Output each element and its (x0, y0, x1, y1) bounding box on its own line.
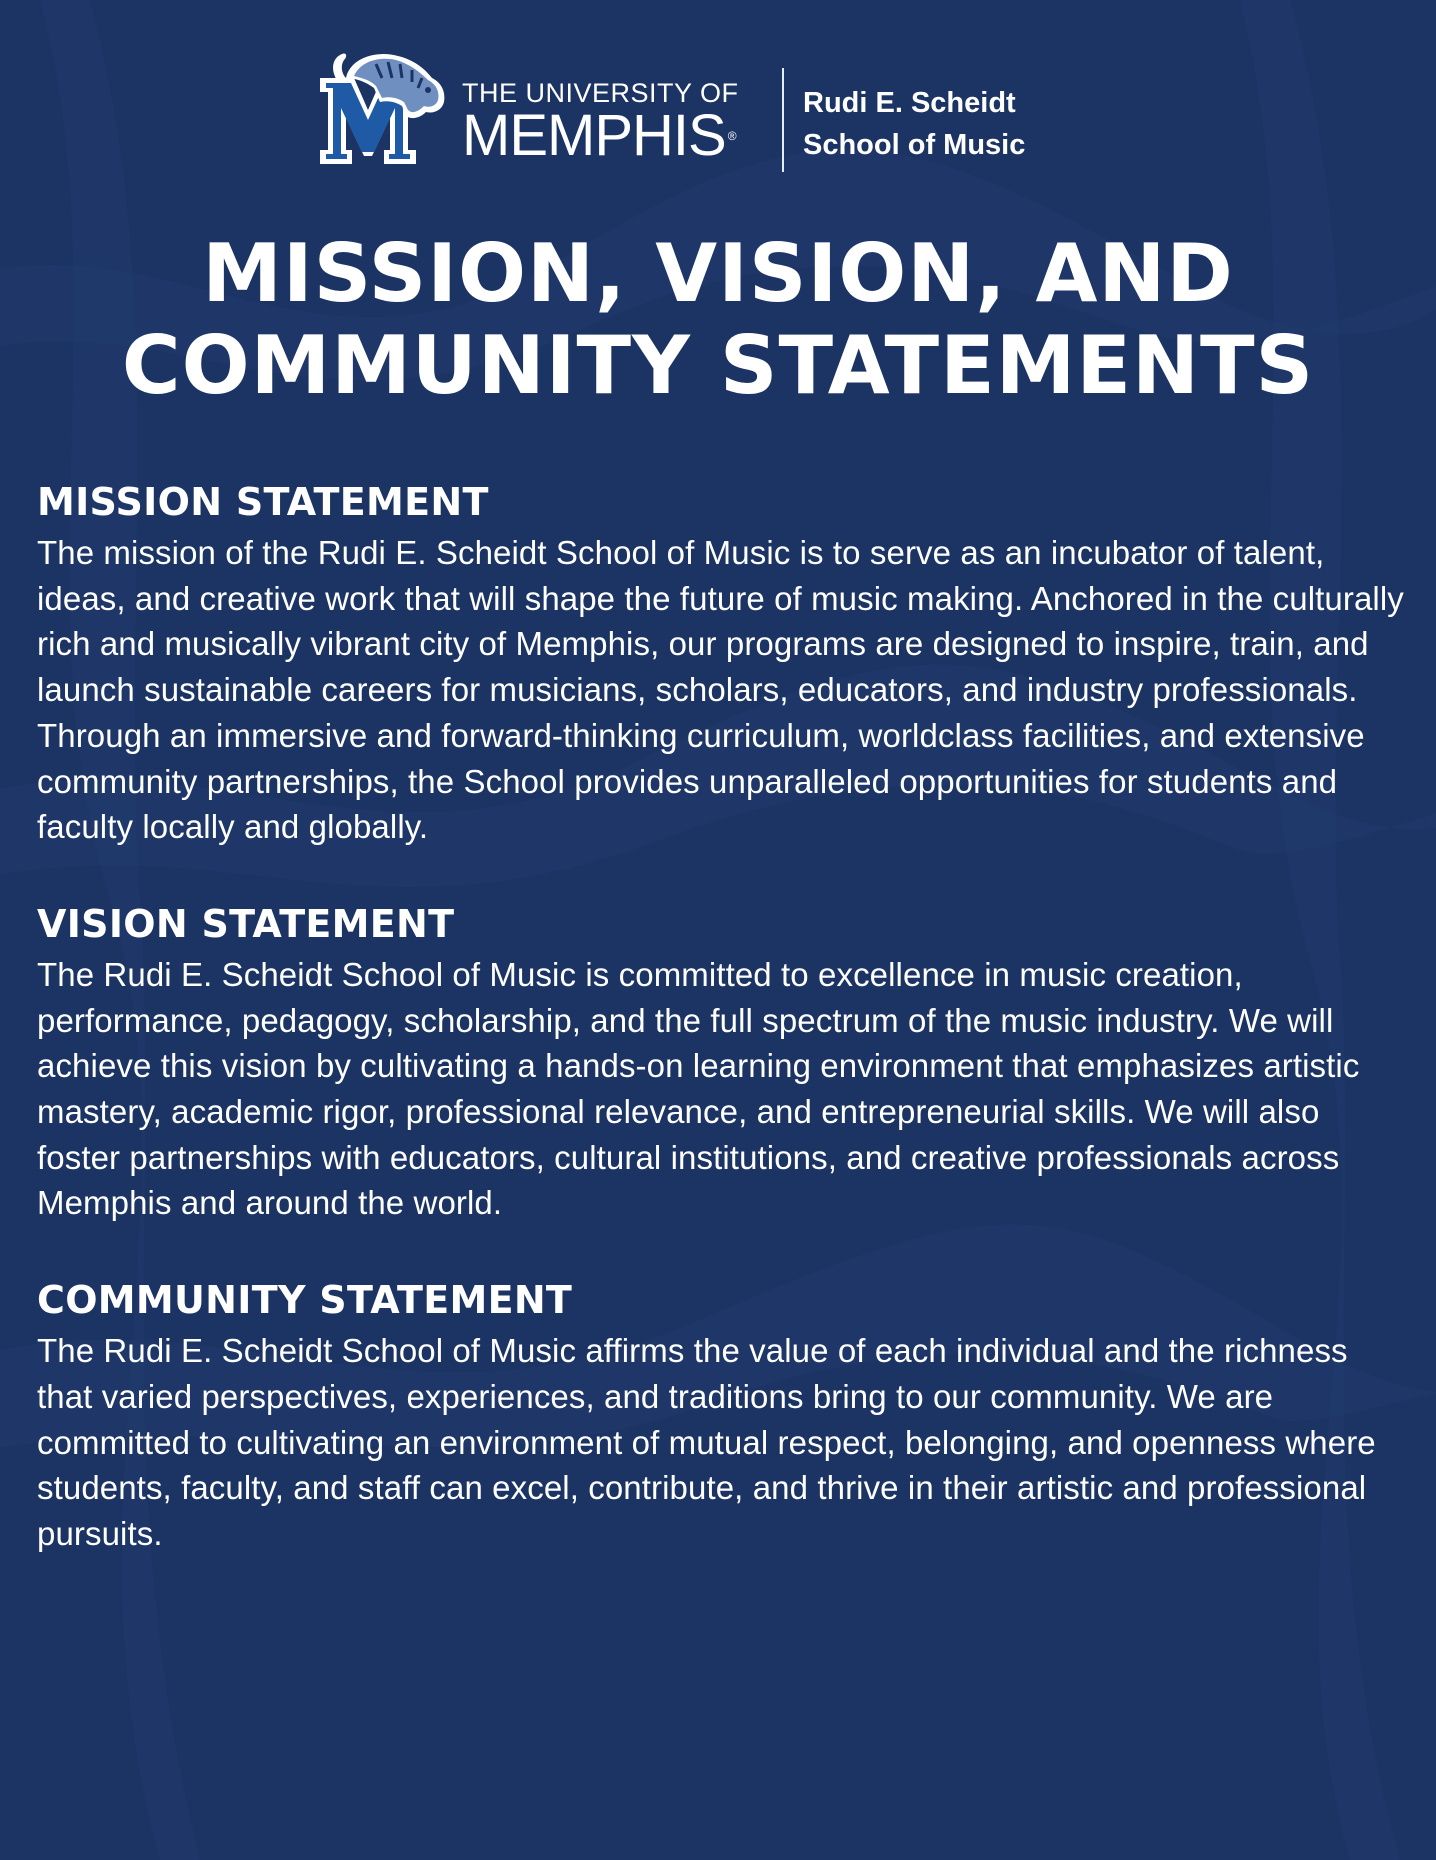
section-body: The mission of the Rudi E. Scheidt School of Music is to serve as an incubator of talent, ideas, and creative work that will shape the future of music making. Anchored in the culturally rich and musically vibrant city of Memphis, our programs are designed to inspire, train, and launch sustainable careers for musicians, scholars, educators, and industry professionals. Through an immersive and forward-thinking curriculum, worldclass facilities, and extensive community partnerships, the School provides unparalleled opportunities for students and faculty locally and globally. (37, 534, 1404, 846)
wordmark-top-text: THE UNIVERSITY OF (462, 78, 739, 108)
section-body: The Rudi E. Scheidt School of Music affirms the value of each individual and the richness that varied perspectives, experiences, and traditions bring to our community. We are committed to cultivating an environment of mutual respect, belonging, and openness where students, faculty, and staff can excel, contribute, and thrive in their artistic and professional pursuits. (37, 1332, 1376, 1552)
wordmark-memphis: MEMPHIS (462, 103, 726, 168)
school-name-line2: School of Music (803, 129, 1026, 161)
logo-lockup (0, 44, 1436, 174)
school-name-line1: Rudi E. Scheidt (803, 87, 1016, 119)
page-title-line2: COMMUNITY STATEMENTS (121, 319, 1315, 412)
page-title-line1: MISSION, VISION, AND (202, 227, 1234, 320)
section-heading: MISSION STATEMENT (37, 480, 489, 524)
vision-section (37, 898, 1407, 1226)
page-title (0, 228, 1436, 412)
section-heading: COMMUNITY STATEMENT (37, 1278, 573, 1323)
wordmark-main-text (462, 103, 752, 168)
registered-mark: ® (727, 129, 737, 143)
section-body: The Rudi E. Scheidt School of Music is committed to excellence in music creation, performance, pedagogy, scholarship, and the full spectrum of the music industry. We will achieve this vision by cultivating a hands-on learning environment that emphasizes artistic mastery, academic rigor, professional relevance, and entrepreneurial skills. We will also foster partnerships with educators, cultural institutions, and creative professionals across Memphis and around the world. (37, 955, 1360, 1222)
community-section (37, 1274, 1407, 1557)
section-heading: VISION STATEMENT (37, 901, 455, 946)
statements-content (37, 476, 1407, 1605)
tiger-m-logo-icon (316, 48, 452, 170)
university-wordmark (462, 78, 752, 168)
school-name (803, 82, 1025, 166)
mission-section (37, 476, 1407, 850)
logo-divider (782, 68, 784, 172)
